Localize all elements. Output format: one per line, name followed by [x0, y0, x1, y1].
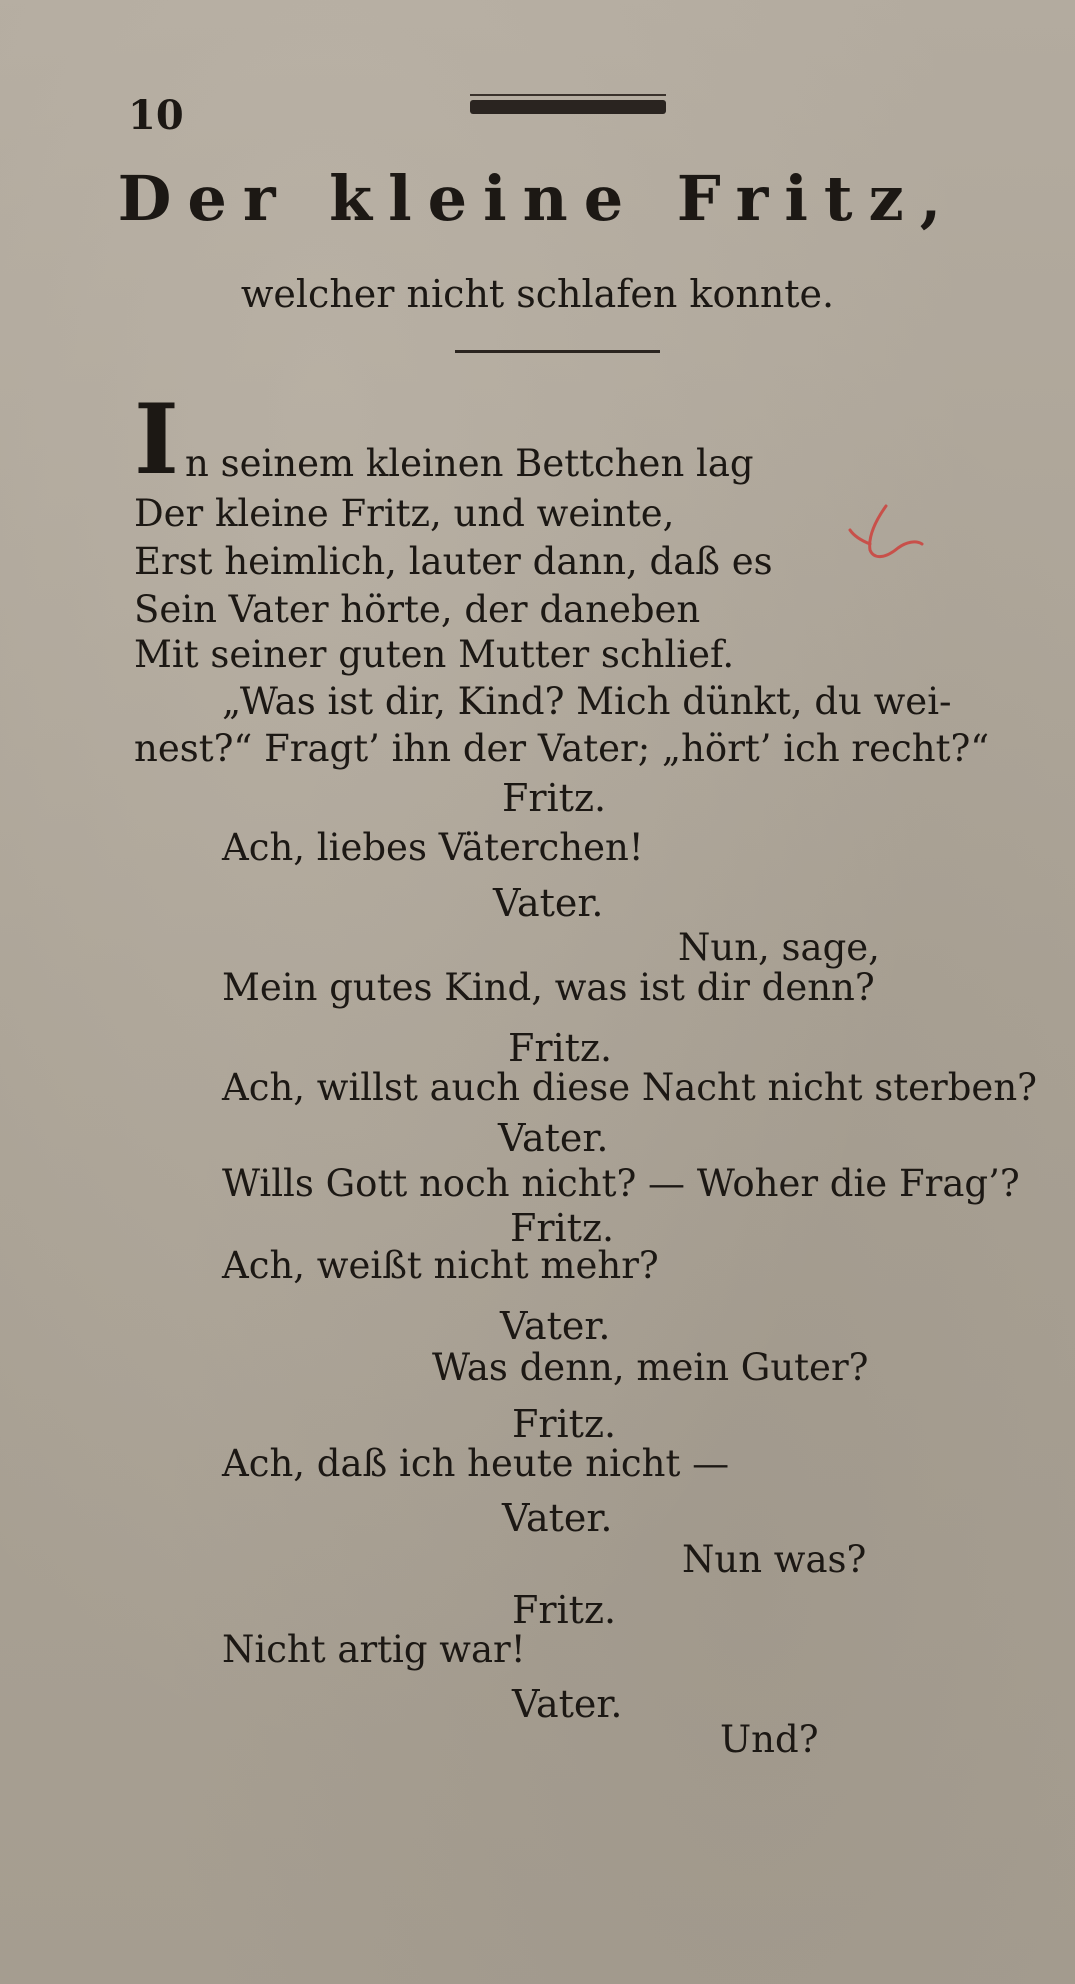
verse-line: Ach, daß ich heute nicht —: [222, 1442, 730, 1485]
page-number: 10: [128, 92, 184, 139]
speaker-vater: Vater.: [500, 1304, 611, 1348]
speaker-vater: Vater.: [498, 1116, 609, 1160]
verse-line: Ach, willst auch diese Nacht nicht sterben?: [222, 1066, 1037, 1109]
verse-line: Wills Gott noch nicht? — Woher die Frag’?: [222, 1162, 1020, 1205]
speaker-vater: Vater.: [493, 881, 604, 925]
verse-line: „Was ist dir, Kind? Mich dünkt, du wei-: [222, 680, 952, 723]
speaker-fritz: Fritz.: [502, 776, 607, 820]
speaker-fritz: Fritz.: [508, 1026, 613, 1070]
title-rule: [455, 350, 660, 353]
verse-line: Nun, sage,: [678, 926, 880, 969]
verse-line: n seinem kleinen Bettchen lag: [185, 442, 754, 485]
verse-line: nest?“ Fragt’ ihn der Vater; „hört’ ich recht?“: [134, 727, 990, 770]
verse-line: Mit seiner guten Mutter schlief.: [134, 633, 735, 676]
verse-line: Und?: [720, 1718, 819, 1761]
drop-cap: I: [134, 383, 179, 496]
verse-line: Nicht artig war!: [222, 1628, 526, 1671]
verse-line: Nun was?: [682, 1538, 867, 1581]
header-rule: [470, 100, 666, 114]
verse-line: Der kleine Fritz, und weinte,: [134, 492, 675, 535]
verse-line: Ach, weißt nicht mehr?: [222, 1244, 659, 1287]
speaker-vater: Vater.: [512, 1682, 623, 1726]
page-subtitle: welcher nicht schlafen konnte.: [240, 272, 835, 316]
verse-line: Erst heimlich, lauter dann, daß es: [134, 540, 773, 583]
verse-line: Mein gutes Kind, was ist dir denn?: [222, 966, 875, 1009]
page-title: Der kleine Fritz,: [117, 162, 958, 235]
verse-line: Was denn, mein Guter?: [432, 1346, 869, 1389]
red-pencil-mark: [846, 500, 926, 570]
speaker-fritz: Fritz.: [510, 1206, 615, 1250]
verse-line: Sein Vater hörte, der daneben: [134, 588, 701, 631]
speaker-vater: Vater.: [502, 1496, 613, 1540]
speaker-fritz: Fritz.: [512, 1588, 617, 1632]
verse-line: Ach, liebes Väterchen!: [222, 826, 644, 869]
speaker-fritz: Fritz.: [512, 1402, 617, 1446]
